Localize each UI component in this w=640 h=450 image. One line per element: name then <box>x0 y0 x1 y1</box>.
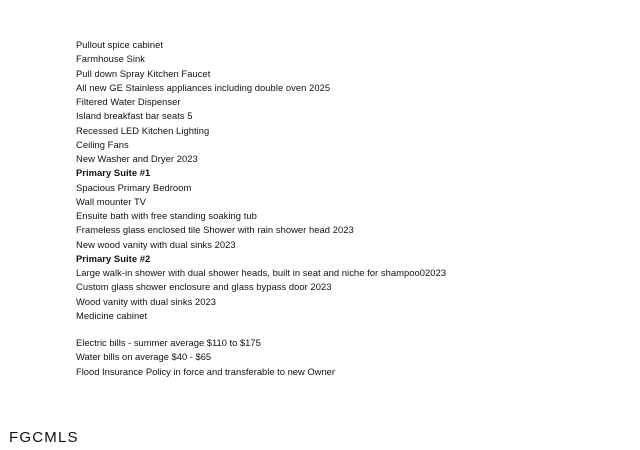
feature-item: Pullout spice cabinet <box>76 39 164 50</box>
cost-item: Flood Insurance Policy in force and transferable to new Owner <box>76 365 335 377</box>
fgcmls-logo: FGCMLS <box>9 429 79 446</box>
feature-list <box>76 38 446 323</box>
feature-item: Filtered Water Dispenser <box>76 96 181 107</box>
feature-item: Island breakfast bar seats 5 <box>76 110 193 122</box>
cost-item: Electric bills - summer average $110 to $175 <box>76 337 261 348</box>
cost-list <box>76 336 335 379</box>
feature-item: Frameless glass enclosed tile Shower with rain shower head 2023 <box>76 224 354 236</box>
feature-item: New Washer and Dryer 2023 <box>76 153 198 164</box>
cost-item: Water bills on average $40 - $65 <box>76 351 212 363</box>
section-heading: Primary Suite #1 <box>76 167 151 179</box>
feature-item: Ceiling Fans <box>76 138 129 150</box>
feature-item: Wall mounter TV <box>76 195 147 207</box>
feature-item: Ensuite bath with free standing soaking tub <box>76 210 257 221</box>
feature-item: Farmhouse Sink <box>76 53 145 65</box>
feature-item: Recessed LED Kitchen Lighting <box>76 124 210 136</box>
feature-item: Wood vanity with dual sinks 2023 <box>76 295 217 307</box>
feature-item: Custom glass shower enclosure and glass bypass door 2023 <box>76 281 332 293</box>
feature-item: New wood vanity with dual sinks 2023 <box>76 238 236 250</box>
feature-item: All new GE Stainless appliances including double oven 2025 <box>76 81 331 93</box>
feature-item: Pull down Spray Kitchen Faucet <box>76 67 211 79</box>
feature-item: Large walk-in shower with dual shower heads, built in seat and niche for shampoo02023 <box>76 267 447 278</box>
section-heading: Primary Suite #2 <box>76 252 151 264</box>
feature-item: Medicine cabinet <box>76 309 148 321</box>
feature-item: Spacious Primary Bedroom <box>76 181 192 193</box>
